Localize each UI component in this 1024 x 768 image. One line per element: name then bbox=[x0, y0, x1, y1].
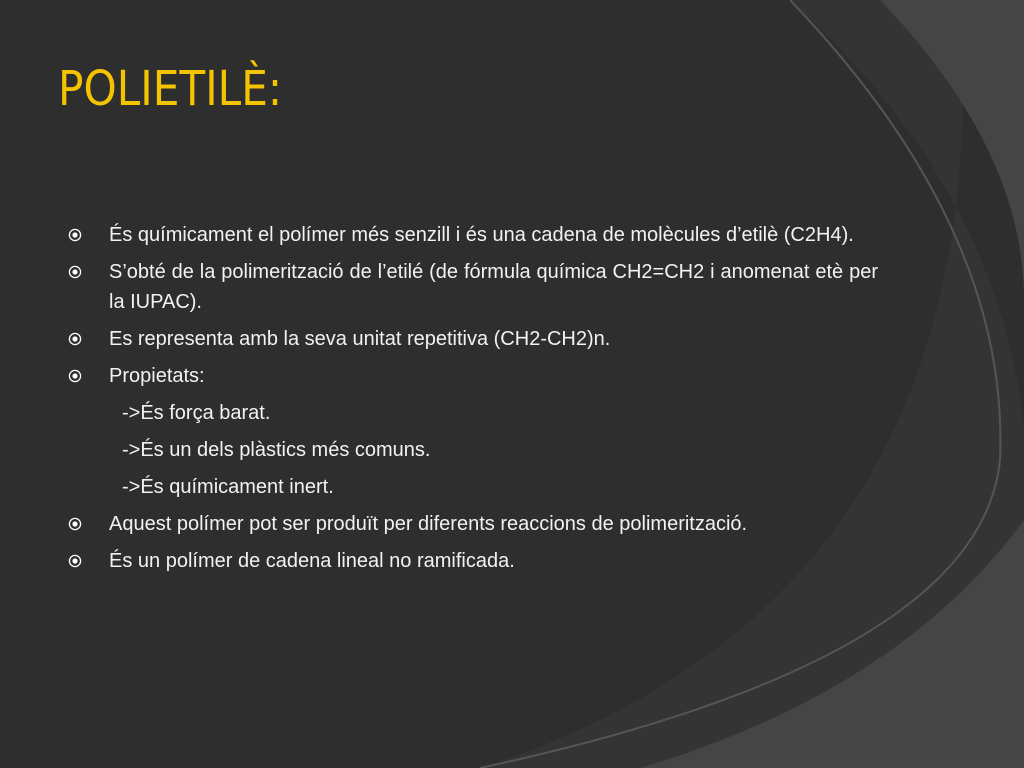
bullet-item bbox=[68, 257, 878, 317]
sub-item bbox=[68, 398, 878, 428]
circled-dot-icon bbox=[68, 369, 82, 383]
circled-dot-icon bbox=[68, 265, 82, 279]
bullet-list bbox=[68, 220, 878, 583]
bullet-item bbox=[68, 361, 878, 391]
bullet-text: Propietats: bbox=[109, 365, 205, 387]
sub-item bbox=[68, 435, 878, 465]
bullet-item bbox=[68, 220, 878, 250]
bullet-item bbox=[68, 509, 878, 539]
bullet-text: Aquest polímer pot ser produït per diferents reaccions de polimerització. bbox=[109, 513, 748, 535]
circled-dot-icon bbox=[68, 554, 82, 568]
bullet-item bbox=[68, 546, 878, 576]
circled-dot-icon bbox=[68, 517, 82, 531]
sub-item-text: ->És força barat. bbox=[122, 402, 271, 424]
bullet-text: És un polímer de cadena lineal no ramificada. bbox=[109, 550, 515, 572]
sub-item-text: ->És químicament inert. bbox=[122, 476, 334, 498]
bullet-text: Es representa amb la seva unitat repetitiva (CH2-CH2)n. bbox=[109, 328, 611, 350]
bullet-item bbox=[68, 324, 878, 354]
sub-item bbox=[68, 472, 878, 502]
circled-dot-icon bbox=[68, 228, 82, 242]
bullet-text: S’obté de la polimerització de l’etilé (de fórmula química CH2=CH2 i anomenat etè per la IUPAC). bbox=[109, 261, 878, 313]
slide-title: POLIETILÈ: bbox=[58, 61, 283, 117]
circled-dot-icon bbox=[68, 332, 82, 346]
sub-item-text: ->És un dels plàstics més comuns. bbox=[122, 439, 431, 461]
bullet-text: És químicament el polímer més senzill i és una cadena de molècules d’etilè (C2H4). bbox=[109, 224, 854, 246]
